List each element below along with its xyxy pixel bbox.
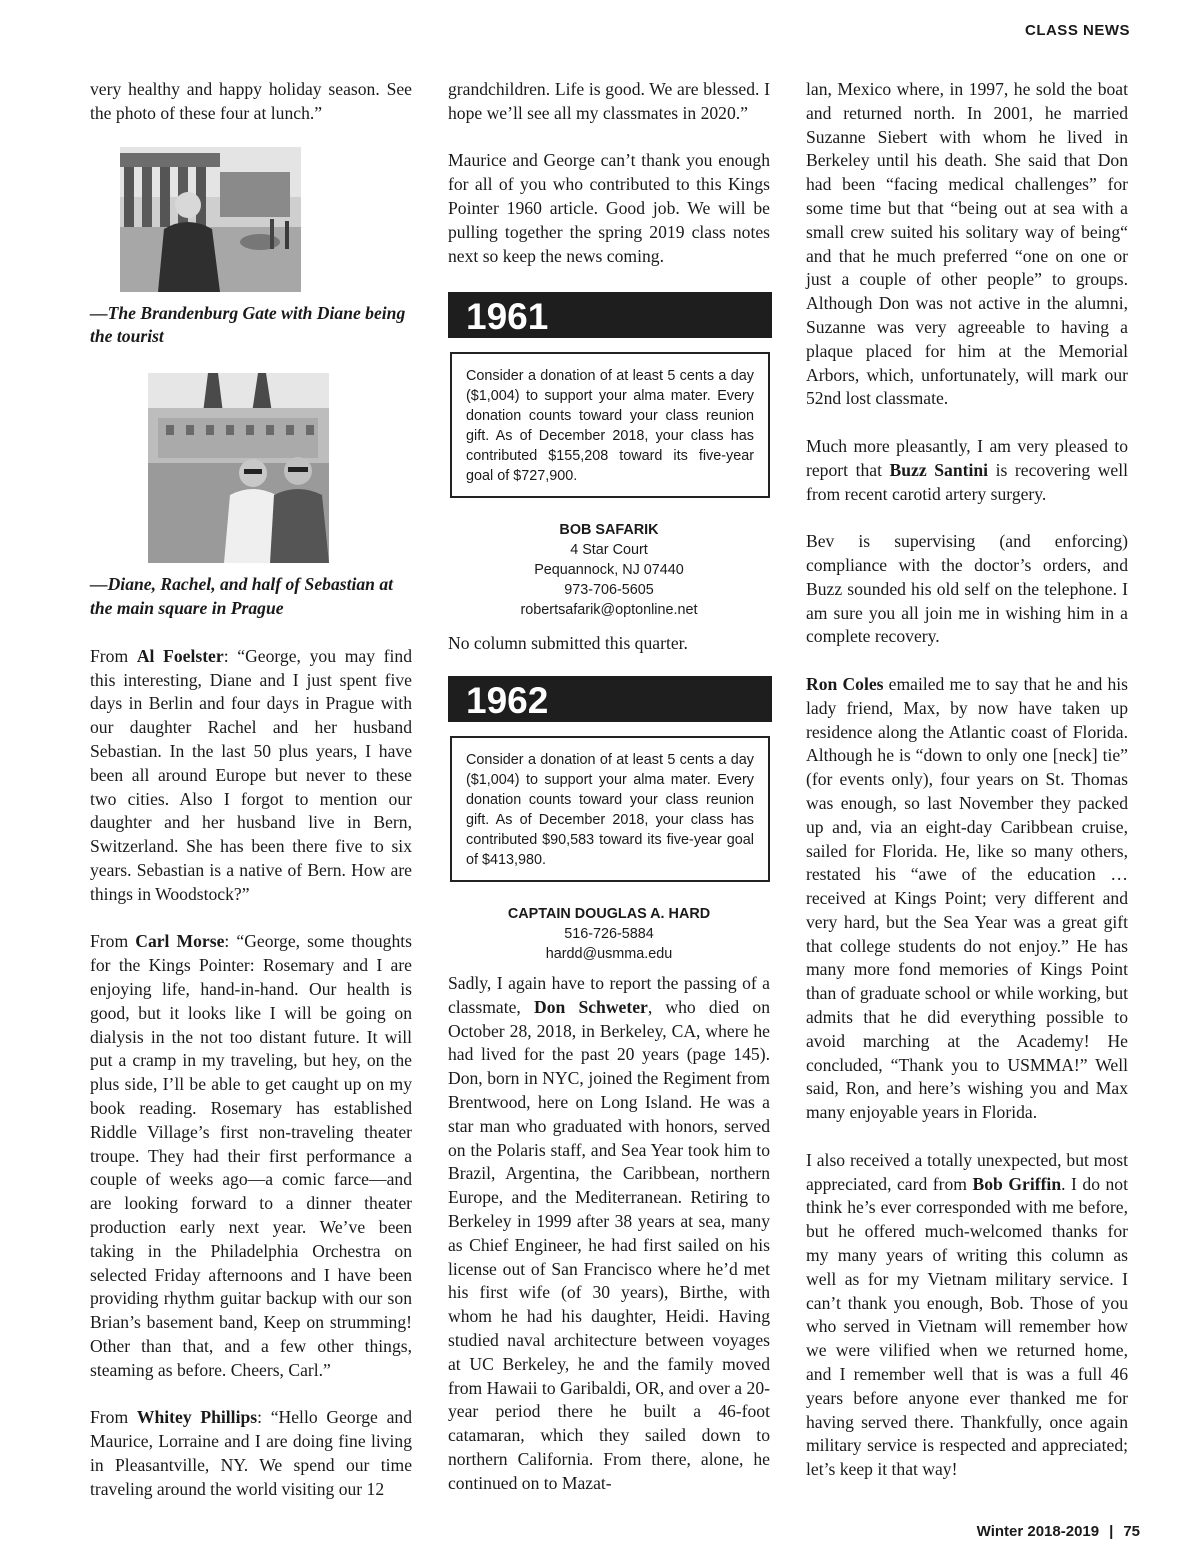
contact-phone: 516-726-5884 (564, 925, 654, 942)
paragraph-morse: From Carl Morse: “George, some thoughts for the Kings Pointer: Rosemary and I are enjoying life, hand-in-hand. Our health is good, but it looks like I will be going on dialysis in the not too distant future. It will put a cramp in my traveling, but hey, on the plus side, I’ll be able to get caught up on my book reading. Rosemary has established Riddle Village’s first non-traveling theater troupe. They had their first performance a couple of weeks ago—a comic farce—and are looking forward to a dinner theater production early next year. We’ve been taking in the Philadelphia Orchestra on selected Friday afternoons and I have been providing rhythm guitar backup with our son Brian’s basement band, Keep on strumming! Other than that, and a few other things, steaming as before. Cheers, Carl.” (90, 931, 413, 1380)
paragraph-coles: Ron Coles emailed me to say that he and his lady friend, Max, by now have taken up residence along the Atlantic coast of Florida. Although he is “down to only one [neck] tie” (for events only), four years on St. Thomas was enough, so last November they packed up and, via an eight-day Caribbean cruise, sailed for Florida. He, like so many others, restated his “awe of the education … received at Kings Point; very different and very hard, but the Sea Year was a great gift that college students do not enjoy.” He has many more fond memories of Kings Point than of graduate school or while working, but admits that he did everything possible to avoid marching at the Academy! He concluded, “Thank you to USMMA!” Well said, Ron, and here’s wishing you and Max many enjoyable years in Florida. (806, 673, 1128, 1123)
footer-separator: | (1109, 1523, 1114, 1540)
paragraph-griffin: I also received a totally unexpected, but most appreciated, card from Bob Griffin. I do not think he’s ever corresponded with me before, but he offered much-welcomed thanks for my many years of writing this column as well as for my Vietnam military service. I can’t thank you enough, Bob. Those of you who served in Vietnam will remember how we were vilified when we returned home, and I remember well that is was a full 46 years before anyone ever thanked me for having served there. Thankfully, once again military service is respected and appreciated; let’s keep it that way! (806, 1149, 1128, 1480)
year-heading-1962: 1962 (448, 676, 772, 722)
person-name: Buzz Santini (889, 459, 989, 480)
paragraph-thanks: Maurice and George can’t thank you enough for all of you who contributed to this Kings Pointer 1960 article. Good job. We will be pulling together the spring 2019 class notes next so keep the news coming. (448, 150, 770, 266)
paragraph-schweter: Sadly, I again have to report the passing of a classmate, Don Schweter, who died on October 28, 2018, in Berkeley, CA, where he had lived for the past 20 years (page 145). Don, born in NYC, joined the Regiment from Brentwood, here on Long Island. He was a star man who graduated with honors, served on the Polaris staff, and Sea Year took him to Brazil, Argentina, the Caribbean, northern Europe, and the Mediterranean. Retiring to Berkeley in 1999 after 38 years at sea, many as Chief Engineer, he had first sailed on his license out of San Francisco where he’d met his first wife (of 30 years), Birthe, with whom he had his daughter, Heidi. Having studied naval architecture between voyages at UC Berkeley, he and the family moved from Hawaii to Garibaldi, OR, and over a 20-year period there he built a 46-foot catamaran, which they sailed down to northern California. From there, alone, he continued on to Mazat- (448, 972, 771, 1493)
contact-name: CAPTAIN DOUGLAS A. HARD (507, 905, 711, 922)
person-name: Don Schweter (533, 996, 648, 1017)
brandenburg-gate-photo (120, 147, 301, 292)
section-label: CLASS NEWS (1024, 22, 1130, 39)
donation-box-1962: Consider a donation of at least 5 cents a day ($1,004) to support your alma mater. Every donation counts toward your class reunion gift. As of December 2018, your class has contributed $90,583 toward its five-year goal of $413,980. (450, 736, 770, 882)
photo-caption-brandenburg: —The Brandenburg Gate with Diane being the tourist (90, 302, 406, 347)
contact-name: BOB SAFARIK (559, 522, 659, 539)
page-footer (977, 1523, 1140, 1540)
prague-square-photo (148, 373, 329, 563)
contact-email: robertsafarik@optonline.net (520, 602, 698, 619)
paragraph-foelster: From Al Foelster: “George, you may find this interesting, Diane and I just spent five days in Berlin and four days in Prague with our daughter Rachel and her husband Sebastian. In the last 50 plus years, I have been all around Europe but never to these two cities. Also I forgot to mention our daughter and her husband live in Bern, Switzerland. She has been there five to six years. Sebastian is a native of Bern. How are things in Woodstock?” (90, 645, 413, 904)
contact-address: 4 Star Court (570, 542, 648, 559)
person-name: Whitey Phillips (136, 1407, 258, 1428)
paragraph-santini: Much more pleasantly, I am very pleased to report that Buzz Santini is recovering well from recent carotid artery surgery. (806, 435, 1128, 504)
paragraph-bev: Bev is supervising (and enforcing) compliance with the doctor’s orders, and Buzz sounded his old self on the telephone. I am sure you all join me in wishing him in a complete recovery. (806, 531, 1128, 647)
donation-box-1961: Consider a donation of at least 5 cents a day ($1,004) to support your alma mater. Every donation counts toward your class reunion gift. As of December 2018, your class has contributed $155,208 toward its five-year goal of $727,900. (450, 352, 770, 498)
column-3 (806, 78, 1128, 1506)
column-2 (448, 78, 770, 1519)
paragraph-phillips: From Whitey Phillips: “Hello George and Maurice, Lorraine and I are doing fine living in Pleasantville, NY. We spend our time traveling around the world visiting our 12 (90, 1407, 412, 1499)
person-name: Bob Griffin (972, 1173, 1062, 1194)
year-heading-1961: 1961 (448, 292, 772, 338)
contact-phone: 973-706-5605 (564, 582, 654, 599)
photo-caption-prague: —Diane, Rachel, and half of Sebastian at the main square in Prague (90, 574, 394, 618)
person-name: Al Foelster (136, 645, 224, 666)
paragraph-no-column: No column submitted this quarter. (448, 633, 688, 654)
person-name: Carl Morse (135, 931, 225, 952)
page-number: 75 (1123, 1523, 1140, 1540)
issue-label: Winter 2018-2019 (976, 1523, 1100, 1540)
paragraph-continued: grandchildren. Life is good. We are blessed. I hope we’ll see all my classmates in 2020.” (448, 79, 770, 123)
class-contact-1961 (448, 520, 770, 620)
paragraph-schweter-continued: lan, Mexico where, in 1997, he sold the boat and returned north. In 2001, he married Suzanne Siebert with whom he lived in Berkeley until his death. She said that Don had been “facing medical challenges” for some time but that “being out at sea with a small crew suited his solitary way of being“ and that he much preferred “one on one or just a couple of other people” to groups. Although Don was not active in the alumni, Suzanne was very agreeable to having a plaque placed for him at the Memorial Arbors, which, unfortunately, will mark our 52nd lost classmate. (806, 79, 1128, 409)
class-contact-1962 (448, 904, 770, 964)
column-1 (90, 78, 412, 1525)
person-name: Ron Coles (806, 673, 884, 694)
contact-city: Pequannock, NJ 07440 (534, 562, 684, 579)
paragraph-intro: very healthy and happy holiday season. See the photo of these four at lunch.” (90, 79, 412, 123)
contact-email: hardd@usmma.edu (545, 945, 673, 962)
